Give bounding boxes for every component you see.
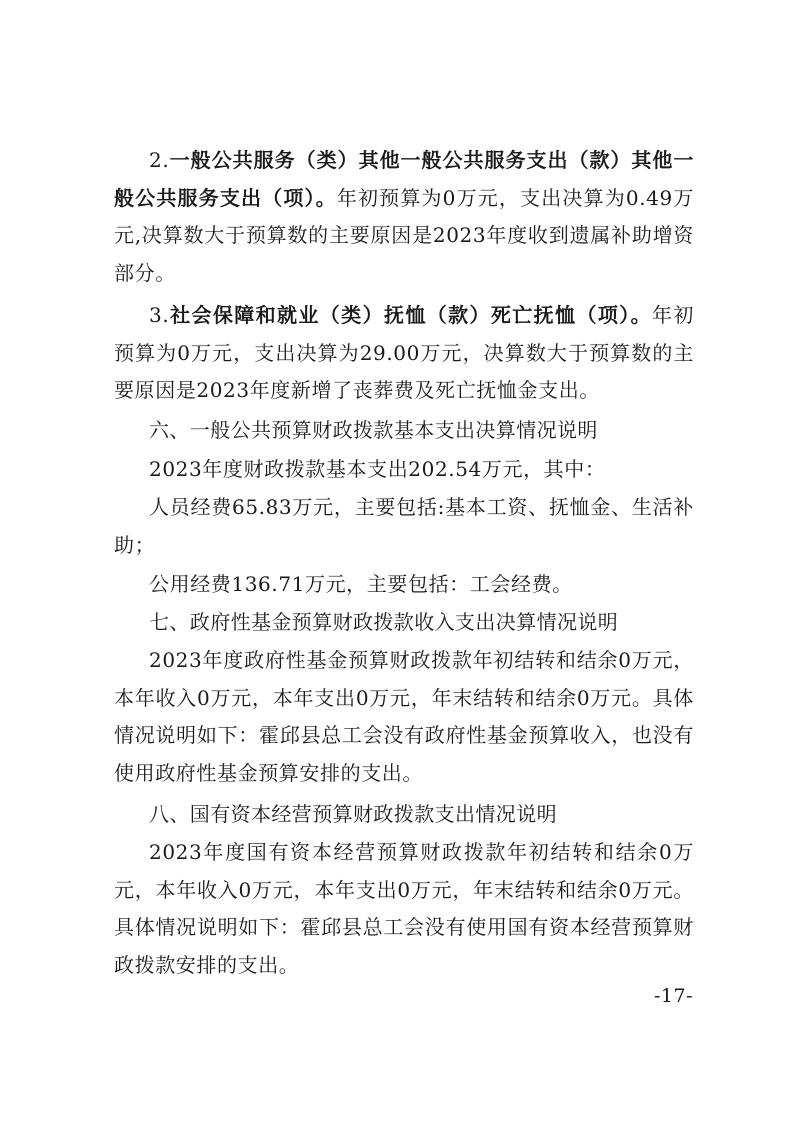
section-6-para-3: 公用经费136.71万元，主要包括：工会经费。 [149, 572, 573, 596]
section-6-heading: 六、一般公共预算财政拨款基本支出决算情况说明 [149, 418, 598, 442]
item-3-prefix: 3. [149, 303, 170, 327]
item-3-paragraph [114, 297, 694, 410]
section-6-para-2: 人员经费65.83万元，主要包括:基本工资、抚恤金、生活补助； [114, 495, 694, 557]
section-8-heading: 八、国有资本经营预算财政拨款支出情况说明 [149, 802, 557, 826]
item-2-paragraph [114, 142, 694, 292]
page-number: -17- [654, 985, 694, 1007]
item-3-bold-title: 社会保障和就业（类）抚恤（款）死亡抚恤（项）。 [169, 303, 652, 327]
section-7-heading: 七、政府性基金预算财政拨款收入支出决算情况说明 [149, 610, 619, 634]
item-2-bold-title: 一般公共服务（类）其他一般公共服务支出（款）其他一般公共服务支出（项）。 [114, 148, 694, 210]
item-2-text: 年初预算为0万元，支出决算为0.49万元,决算数大于预算数的主要原因是2023年度收到遗属补助增资部分。 [114, 185, 694, 285]
section-6-para-1: 2023年度财政拨款基本支出202.54万元，其中： [149, 457, 606, 481]
item-3-text: 年初预算为0万元，支出决算为29.00万元，决算数大于预算数的主要原因是2023年度新增了丧葬费及死亡抚恤金支出。 [114, 303, 694, 402]
item-2-prefix: 2. [149, 148, 170, 172]
section-8-para-1: 2023年度国有资本经营预算财政拨款年初结转和结余0万元，本年收入0万元，本年支出0万元，年末结转和结余0万元。具体情况说明如下：霍邱县总工会没有使用国有资本经营预算财政拨款安排的支出。 [114, 840, 694, 977]
section-7-para-1: 2023年度政府性基金预算财政拨款年初结转和结余0万元，本年收入0万元，本年支出0万元，年末结转和结余0万元。具体情况说明如下：霍邱县总工会没有政府性基金预算收入，也没有使用政府性基金预算安排的支出。 [114, 648, 694, 785]
